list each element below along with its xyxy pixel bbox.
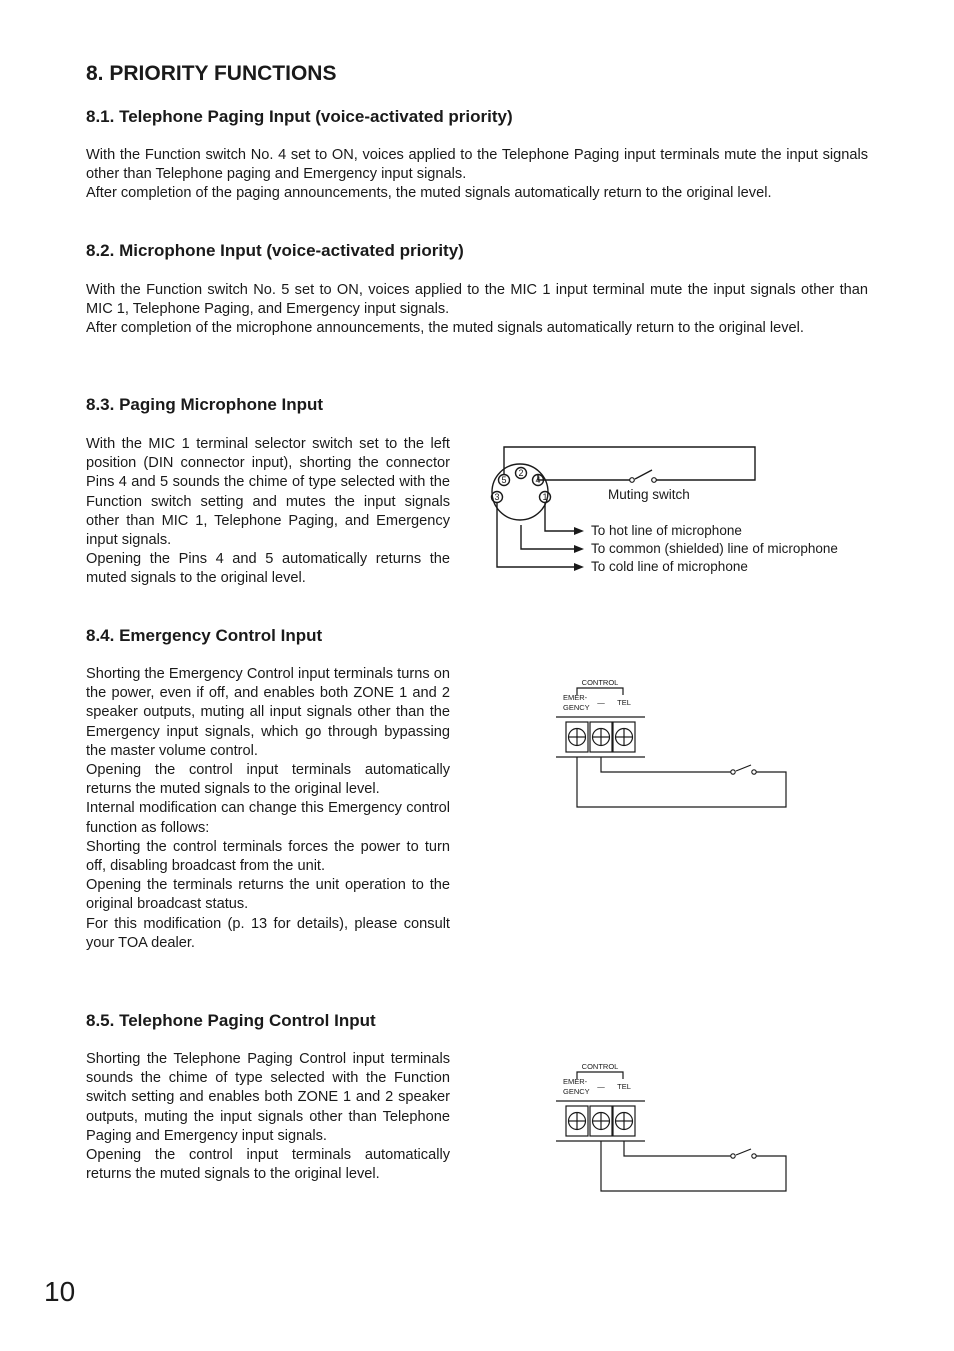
switch-contact xyxy=(630,478,635,483)
section-title-microphone-input: 8.2. Microphone Input (voice-activated priority) xyxy=(86,241,464,260)
emergency-label: EMER- xyxy=(563,693,588,702)
control-label: CONTROL xyxy=(581,678,619,687)
common-line-label: To common (shielded) line of microphone xyxy=(591,541,838,556)
switch-contact xyxy=(731,1154,735,1158)
paragraph: After completion of the paging announcements, the muted signals automatically return to the original level. xyxy=(86,185,772,202)
paragraph: With the Function switch No. 4 set to ON, voices applied to the Telephone Paging input terminals mute the input signals other than Telephone paging and Emergency input signals. xyxy=(86,147,868,183)
switch-contact xyxy=(752,770,756,774)
ground-label: — xyxy=(597,1082,605,1091)
paragraph: Opening the Pins 4 and 5 automatically returns the muted signals to the original level. xyxy=(86,551,450,587)
ground-label: — xyxy=(597,698,605,707)
section-body xyxy=(86,435,450,589)
paragraph: Opening the control input terminals automatically returns the muted signals to the original level. xyxy=(86,762,450,798)
emergency-label: GENCY xyxy=(563,1087,590,1096)
emergency-label: EMER- xyxy=(563,1077,588,1086)
switch-contact xyxy=(731,770,735,774)
paragraph: With the Function switch No. 5 set to ON, voices applied to the MIC 1 input terminal mute the input signals other than MIC 1, Telephone Paging, and Emergency input signals. xyxy=(86,282,868,318)
section-title-paging-microphone-input: 8.3. Paging Microphone Input xyxy=(86,395,324,414)
paragraph: Opening the terminals returns the unit operation to the original broadcast status. xyxy=(86,877,450,913)
pin-label: 2 xyxy=(518,468,524,478)
switch-lever xyxy=(736,1149,751,1155)
paragraph: With the MIC 1 terminal selector switch set to the left position (DIN connector input), shorting the connector Pins 4 and 5 sounds the chime of type selected with the Function switch setting and mutes the input signals other than MIC 1, Telephone Paging, and Emergency input signals. xyxy=(86,436,450,549)
switch-contact xyxy=(652,478,657,483)
section-body xyxy=(86,146,868,204)
pin-label: 3 xyxy=(494,492,500,502)
hot-line-wire xyxy=(545,503,574,531)
telephone-terminal-diagram xyxy=(550,1056,800,1201)
wire xyxy=(538,474,632,480)
section-body xyxy=(86,1050,450,1184)
switch-contact xyxy=(752,1154,756,1158)
paragraph: Opening the control input terminals automatically returns the muted signals to the original level. xyxy=(86,1147,450,1183)
section-body xyxy=(86,665,450,953)
arrow-icon xyxy=(574,563,584,571)
control-label: CONTROL xyxy=(581,1062,619,1071)
wire xyxy=(601,1141,786,1191)
section-title-emergency-control-input: 8.4. Emergency Control Input xyxy=(86,626,323,645)
tel-label: TEL xyxy=(617,1082,631,1091)
paragraph: Internal modification can change this Emergency control function as follows: xyxy=(86,800,450,836)
arrow-icon xyxy=(574,545,584,553)
section-title-telephone-paging-input: 8.1. Telephone Paging Input (voice-activated priority) xyxy=(86,107,513,126)
switch-lever xyxy=(736,765,751,771)
paragraph: Shorting the Telephone Paging Control input terminals sounds the chime of type selected with the Function switch setting and enables both ZONE 1 and 2 speaker outputs, muting the input signals other than Telephone Paging and Emergency input signals. xyxy=(86,1051,450,1144)
paragraph: Shorting the control terminals forces the power to turn off, disabling broadcast from the unit. xyxy=(86,838,450,875)
cold-line-label: To cold line of microphone xyxy=(591,559,748,574)
paragraph: After completion of the microphone announcements, the muted signals automatically return to the original level. xyxy=(86,320,804,337)
pin-label: 5 xyxy=(501,475,507,485)
page-title: 8. PRIORITY FUNCTIONS xyxy=(86,62,337,85)
wire xyxy=(601,757,733,772)
page-number: 10 xyxy=(44,1276,76,1307)
pin-label: 1 xyxy=(542,492,548,502)
muting-switch-label: Muting switch xyxy=(608,487,690,502)
emergency-label: GENCY xyxy=(563,703,590,712)
paragraph: Shorting the Emergency Control input terminals turns on the power, even if off, and enables both ZONE 1 and 2 speaker outputs, muting all input signals other than the Emergency input signals, which go through bypassing the master volume control. xyxy=(86,666,450,759)
section-body xyxy=(86,281,868,339)
paragraph: For this modification (p. 13 for details), please consult your TOA dealer. xyxy=(86,915,450,951)
pin-label: 4 xyxy=(535,475,541,485)
muting-switch-lever xyxy=(635,470,652,479)
wire xyxy=(624,1141,733,1156)
wire xyxy=(577,757,786,807)
hot-line-label: To hot line of microphone xyxy=(591,523,742,538)
common-line-wire xyxy=(521,525,574,549)
section-title-telephone-paging-control-input: 8.5. Telephone Paging Control Input xyxy=(86,1011,376,1030)
tel-label: TEL xyxy=(617,698,631,707)
emergency-terminal-diagram xyxy=(550,672,800,817)
arrow-icon xyxy=(574,527,584,535)
cold-line-wire xyxy=(497,503,574,567)
